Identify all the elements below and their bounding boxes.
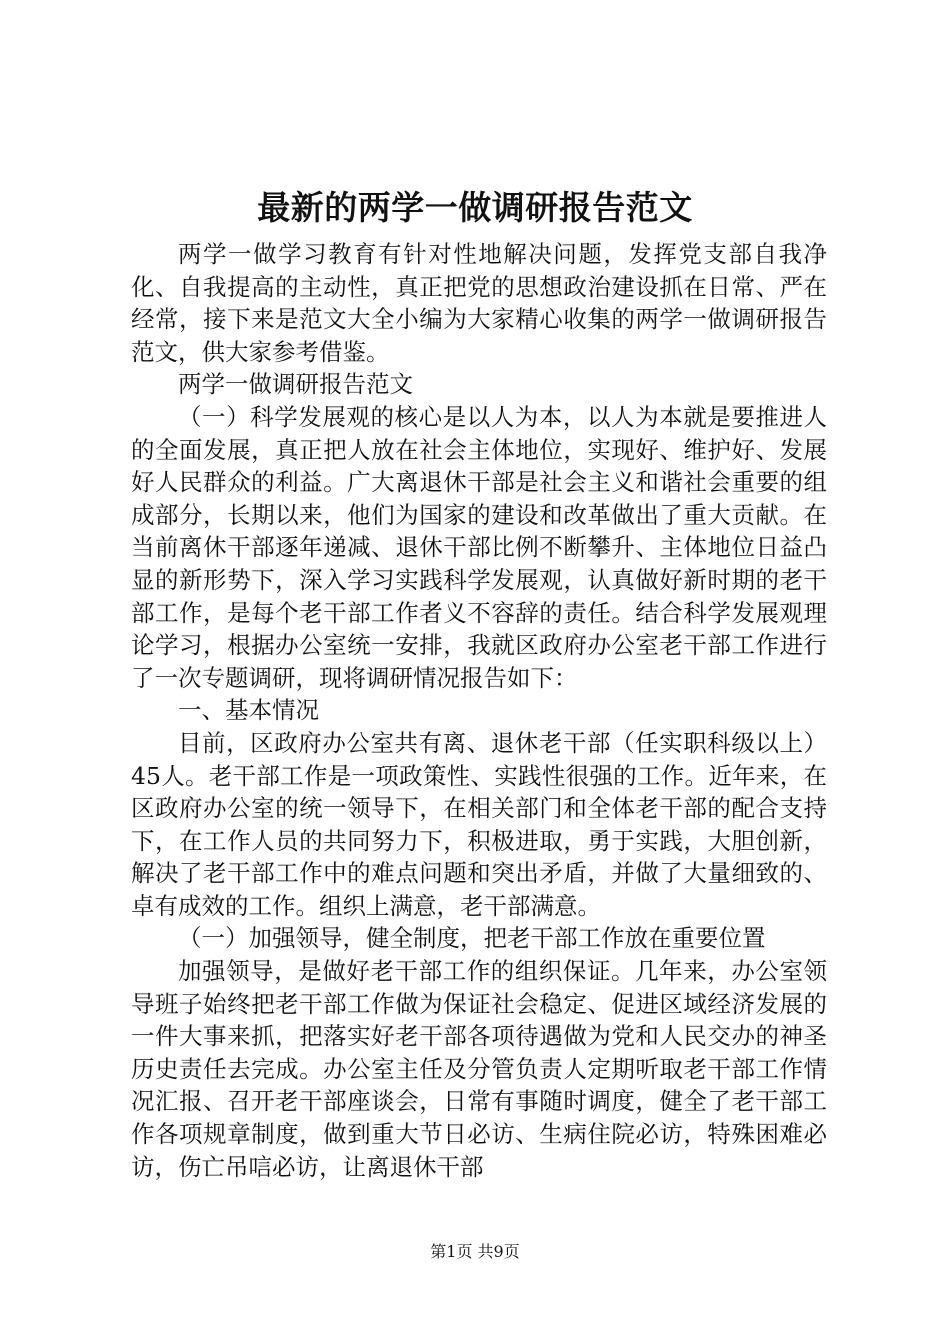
page-number: 第1页 共9页 [430,1242,520,1261]
paragraph-leadership: 加强领导，是做好老干部工作的组织保证。几年来，办公室领导班子始终把老干部工作做为保证社会稳定、促进区域经济发展的一件大事来抓，把落实好老干部各项待遇做为党和人民交办的神圣历史责任去完成。办公室主任及分管负责人定期听取老干部工作情况汇报、召开老干部座谈会，日常有事随时调度，健全了老干部工作各项规章制度，做到重大节日必访、生病住院必访，特殊困难必访，伤亡吊唁必访，让离退休干部 [131,957,827,1181]
paragraph-current-status: 目前，区政府办公室共有离、退休老干部（任实职科级以上）45人。老干部工作是一项政策性、实践性很强的工作。近年来，在区政府办公室的统一领导下，在相关部门和全体老干部的配合支持下，在工作人员的共同努力下，积极进取，勇于实践，大胆创新，解决了老干部工作中的难点问题和突出矛盾，并做了大量细致的、卓有成效的工作。组织上满意，老干部满意。 [131,728,827,920]
heading-basic-situation: 一、基本情况 [178,696,319,725]
paragraph-subtitle: 两学一做调研报告范文 [178,370,413,399]
paragraph-section-1: （一）科学发展观的核心是以人为本，以人为本就是要推进人的全面发展，真正把人放在社会主体地位，实现好、维护好、发展好人民群众的利益。广大离退休干部是社会主义和谐社会重要的组成部分，长期以来，他们为国家的建设和改革做出了重大贡献。在当前离休干部逐年递减、退休干部比例不断攀升、主体地位日益凸显的新形势下，深入学习实践科学发展观，认真做好新时期的老干部工作，是每个老干部工作者义不容辞的责任。结合科学发展观理论学习，根据办公室统一安排，我就区政府办公室老干部工作进行了一次专题调研，现将调研情况报告如下： [131,402,827,692]
document-body [131,238,827,1183]
paragraph-intro: 两学一做学习教育有针对性地解决问题，发挥党支部自我净化、自我提高的主动性，真正把党的思想政治建设抓在日常、严在经常，接下来是范文大全小编为大家精心收集的两学一做调研报告范文，供大家参考借鉴。 [131,240,827,366]
document-title: 最新的两学一做调研报告范文 [257,188,693,227]
heading-strengthen-leadership: （一）加强领导，健全制度，把老干部工作放在重要位置 [178,924,766,953]
